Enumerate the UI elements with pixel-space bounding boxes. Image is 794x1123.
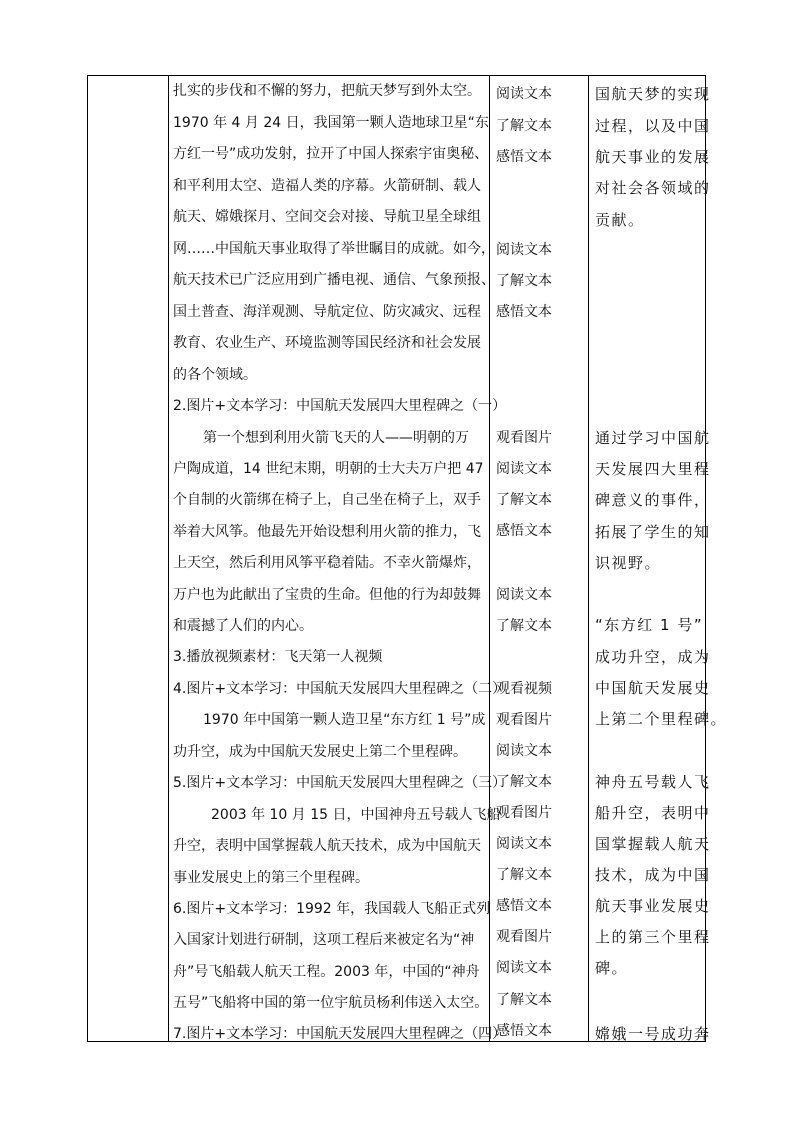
col2-line: 方红一号”成功发射，拉开了中国人探索宇宙奥秘、: [173, 146, 489, 162]
col2-line: 和震撼了人们的内心。: [173, 618, 313, 634]
col3-line: 了解文本: [496, 273, 552, 289]
col2-line: 和平利用太空、造福人类的序幕。火箭研制、载人: [173, 178, 481, 194]
col4-line: 上的第三个里程: [595, 928, 711, 946]
col2-line: 第一个想到利用火箭飞天的人——明朝的万: [203, 430, 469, 446]
col4-line: 技术，成为中国: [595, 866, 711, 884]
col3-line: 阅读文本: [496, 960, 552, 976]
col4-line: 成功升空，成为: [595, 648, 711, 666]
col2-line: 事业发展史上的第三个里程碑。: [173, 870, 369, 886]
col2-line: 2003 年 10 月 15 日，中国神舟五号载人飞船: [211, 807, 501, 823]
col3-line: 了解文本: [496, 867, 552, 883]
col3-line: 了解文本: [496, 992, 552, 1008]
col2-line: 3.播放视频素材：飞天第一人视频: [173, 649, 383, 665]
col2-line: 教育、农业生产、环境监测等国民经济和社会发展: [173, 335, 481, 351]
col3-line: 感悟文本: [496, 304, 552, 320]
col3-line: 感悟文本: [496, 898, 552, 914]
col2-line: 升空，表明中国掌握载人航天技术，成为中国航天: [173, 838, 481, 854]
col2-line: 4.图片+文本学习：中国航天发展四大里程碑之（二）: [173, 681, 507, 697]
col4-line: 中国航天发展史: [595, 679, 711, 697]
col3-line: 感悟文本: [496, 1023, 552, 1039]
col2-line: 上天空，然后利用风筝平稳着陆。不幸火箭爆炸，: [173, 555, 481, 571]
col2-line: 航天、嫦娥探月、空间交会对接、导航卫星全球组: [173, 209, 481, 225]
col3-line: 了解文本: [496, 118, 552, 134]
col4-line: 航天事业的发展: [595, 148, 711, 166]
col4-line: 国掌握载人航天: [595, 835, 711, 853]
col4-line: 嫦娥一号成功奔: [595, 1025, 711, 1043]
col4-line: 国航天梦的实现: [595, 85, 711, 103]
col2-line: 6.图片+文本学习：1992 年，我国载人飞船正式列: [173, 901, 491, 917]
col3-line: 阅读文本: [496, 242, 552, 258]
col4-line: 过程，以及中国: [595, 117, 711, 135]
col3-line: 感悟文本: [496, 523, 552, 539]
col4-line: 通过学习中国航: [595, 429, 711, 447]
col4-line: 航天事业发展史: [595, 897, 711, 915]
col3-line: 观看图片: [496, 929, 552, 945]
column-divider: [588, 76, 589, 1041]
column-divider: [168, 76, 169, 1041]
col2-line: 网……中国航天事业取得了举世瞩目的成就。如今，: [173, 241, 495, 257]
col3-line: 了解文本: [496, 774, 552, 790]
col2-line: 的各个领域。: [173, 367, 257, 383]
col3-line: 感悟文本: [496, 149, 552, 165]
col2-line: 个自制的火箭绑在椅子上，自己坐在椅子上，双手: [173, 492, 481, 508]
col3-line: 观看图片: [496, 430, 552, 446]
col2-line: 7.图片+文本学习：中国航天发展四大里程碑之（四）: [173, 1026, 507, 1042]
column-divider: [489, 76, 490, 1041]
col4-line: “东方红 1 号”: [595, 616, 704, 634]
col3-line: 观看图片: [496, 805, 552, 821]
col3-line: 阅读文本: [496, 836, 552, 852]
col2-line: 航天技术已广泛应用到广播电视、通信、气象预报、: [173, 272, 495, 288]
col2-line: 万户也为此献出了宝贵的生命。但他的行为却鼓舞: [173, 587, 481, 603]
col4-line: 贡献。: [595, 211, 645, 229]
col4-line: 上第二个里程碑。: [595, 710, 728, 728]
col3-line: 了解文本: [496, 618, 552, 634]
col2-line: 1970 年中国第一颗人造卫星“东方红 1 号”成: [203, 712, 486, 728]
col2-line: 入国家计划进行研制，这项工程后来被定名为“神: [173, 932, 475, 948]
col3-line: 阅读文本: [496, 86, 552, 102]
col3-line: 了解文本: [496, 492, 552, 508]
col4-line: 拓展了学生的知: [595, 523, 711, 541]
col2-line: 户陶成道，14 世纪末期，明朝的士大夫万户把 47: [173, 461, 484, 477]
col4-line: 对社会各领域的: [595, 179, 711, 197]
col2-line: 2.图片+文本学习：中国航天发展四大里程碑之（一）: [173, 398, 507, 414]
col3-line: 阅读文本: [496, 743, 552, 759]
col2-line: 国土普查、海洋观测、导航定位、防灾减灾、远程: [173, 304, 481, 320]
col2-line: 举着大风筝。他最先开始设想利用火箭的推力，飞: [173, 524, 481, 540]
col2-line: 五号”飞船将中国的第一位宇航员杨利伟送入太空。: [173, 995, 489, 1011]
col3-line: 阅读文本: [496, 461, 552, 477]
col4-line: 碑意义的事件，: [595, 491, 711, 509]
col4-line: 神舟五号载人飞: [595, 773, 711, 791]
col2-line: 5.图片+文本学习：中国航天发展四大里程碑之（三）: [173, 775, 507, 791]
col3-line: 观看图片: [496, 712, 552, 728]
col4-line: 识视野。: [595, 554, 662, 572]
col2-line: 扎实的步伐和不懈的努力，把航天梦写到外太空。: [173, 83, 481, 99]
col4-line: 天发展四大里程: [595, 460, 711, 478]
col2-line: 1970 年 4 月 24 日，我国第一颗人造地球卫星“东: [173, 115, 489, 131]
col3-line: 阅读文本: [496, 587, 552, 603]
col2-line: 舟”号飞船载人航天工程。2003 年，中国的“神舟: [173, 964, 480, 980]
col3-line: 观看视频: [496, 681, 552, 697]
col4-line: 碑。: [595, 959, 629, 977]
col4-line: 船升空，表明中: [595, 804, 711, 822]
col2-line: 功升空，成为中国航天发展史上第二个里程碑。: [173, 744, 467, 760]
